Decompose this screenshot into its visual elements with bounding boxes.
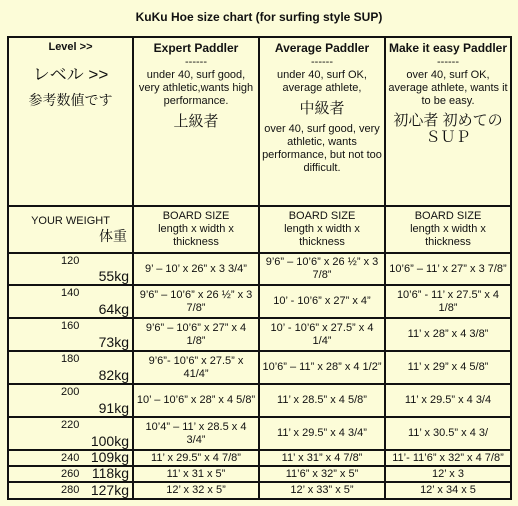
board-size-cell: 11’ x 30.5” x 4 3/ (385, 417, 511, 450)
level-label-cell (8, 37, 133, 206)
board-size-cell: 9’6” – 10’6” x 26 ½” x 3 7/8” (259, 253, 385, 285)
level-average-cell (259, 37, 385, 206)
dims-header: length x width x thickness (158, 223, 234, 248)
level-jp: 初心者 初めてのＳＵＰ (393, 112, 503, 146)
level-name: Average Paddler (274, 41, 370, 55)
dims-header: length x width x thickness (284, 223, 360, 248)
table-row (8, 351, 511, 384)
table-row (8, 482, 511, 499)
board-size-cell: 11’ x 28.5” x 4 5/8” (259, 384, 385, 417)
weight-lb: 220 (61, 419, 80, 431)
weight-cell (8, 450, 133, 466)
weight-kg: 91kg (98, 400, 129, 416)
board-size-cell: 11’ x 29.5” x 4 3/4 (385, 384, 511, 417)
weight-lb: 140 (61, 287, 80, 299)
board-size-cell: 11’ x 28” x 4 3/8” (385, 318, 511, 351)
weight-cell (8, 466, 133, 482)
level-separator: ------ (185, 56, 207, 68)
board-size-cell: 12’ x 3 (385, 466, 511, 482)
level-separator: ------ (311, 56, 333, 68)
board-size-cell: 12’ x 32 x 5” (133, 482, 259, 499)
board-size-header: BOARD SIZE (162, 210, 230, 222)
level-name: Expert Paddler (153, 41, 239, 55)
board-size-header-cell (259, 206, 385, 253)
table-row (8, 450, 511, 466)
table-row (8, 318, 511, 351)
weight-header-jp: 体重 (99, 228, 127, 244)
board-size-cell: 10’ – 10’6” x 28” x 4 5/8” (133, 384, 259, 417)
chart-title: KuKu Hoe size chart (for surfing style SUP) (135, 10, 383, 24)
level-description: under 40, surf OK, average athlete, (277, 69, 367, 94)
board-size-cell: 11’ x 31 x 5” (133, 466, 259, 482)
weight-cell (8, 384, 133, 417)
table-row (8, 417, 511, 450)
weight-cell (8, 253, 133, 285)
board-size-header: BOARD SIZE (414, 210, 482, 222)
level-separator: ------ (437, 56, 459, 68)
board-size-cell: 9’6” – 10’6” x 26 ½” x 3 7/8” (133, 285, 259, 318)
weight-kg: 64kg (98, 301, 129, 317)
board-size-cell: 9’6”- 10’6” x 27.5” x 41/4” (133, 351, 259, 384)
level-name: Make it easy Paddler (388, 41, 508, 55)
board-size-cell: 12’ x 34 x 5 (385, 482, 511, 499)
level-jp: 上級者 (173, 113, 219, 130)
weight-header-cell (8, 206, 133, 253)
board-size-cell: 11’ x 29.5” x 4 7/8” (133, 450, 259, 466)
board-size-cell: 11’6” x 32” x 5” (259, 466, 385, 482)
level-label-jp: レベル >> (32, 65, 109, 84)
weight-lb: 280 (61, 484, 80, 496)
level-description-extra: over 40, surf good, very athletic, wants performance, but not too difficult. (262, 123, 382, 174)
board-size-cell: 9’ – 10’ x 26” x 3 3/4” (133, 253, 259, 285)
level-description: over 40, surf OK, average athlete, wants it to be easy. (388, 69, 508, 107)
weight-lb: 260 (61, 468, 80, 480)
board-size-header: BOARD SIZE (288, 210, 356, 222)
board-size-cell: 11’ x 31” x 4 7/8” (259, 450, 385, 466)
table-row (8, 253, 511, 285)
board-size-cell: 10’ - 10’6” x 27.5” x 4 1/4” (259, 318, 385, 351)
size-rows (8, 253, 511, 499)
weight-lb: 160 (61, 320, 80, 332)
weight-cell (8, 417, 133, 450)
dims-header: length x width x thickness (410, 223, 486, 248)
weight-cell (8, 285, 133, 318)
board-size-cell: 10’6” – 11’ x 27” x 3 7/8” (385, 253, 511, 285)
table-row (8, 285, 511, 318)
level-header-row (8, 37, 511, 206)
column-header-row (8, 206, 511, 253)
board-size-header-cell (385, 206, 511, 253)
level-easy-cell (385, 37, 511, 206)
weight-lb: 240 (61, 452, 80, 464)
weight-header: YOUR WEIGHT (31, 215, 110, 227)
board-size-cell: 12’ x 33” x 5” (259, 482, 385, 499)
weight-cell (8, 351, 133, 384)
board-size-cell: 10’ - 10’6” x 27” x 4” (259, 285, 385, 318)
level-note-jp: 参考数値です (28, 92, 113, 108)
weight-lb: 200 (61, 386, 80, 398)
weight-kg: 100kg (90, 433, 129, 449)
board-size-header-cell (133, 206, 259, 253)
level-description: under 40, surf good, very athletic,wants high performance. (138, 69, 254, 107)
size-chart-table (7, 36, 512, 500)
weight-kg: 109kg (90, 450, 129, 465)
level-expert-cell (133, 37, 259, 206)
weight-kg: 82kg (98, 367, 129, 383)
board-size-cell: 9’6” – 10’6” x 27” x 4 1/8” (133, 318, 259, 351)
board-size-cell: 11’- 11’6” x 32” x 4 7/8” (385, 450, 511, 466)
table-row (8, 466, 511, 482)
board-size-cell: 11’ x 29” x 4 5/8” (385, 351, 511, 384)
weight-kg: 55kg (98, 268, 129, 284)
weight-kg: 73kg (98, 334, 129, 350)
weight-kg: 118kg (91, 466, 129, 481)
level-label: Level >> (48, 41, 93, 53)
board-size-cell: 10’6” – 11” x 28” x 4 1/2” (259, 351, 385, 384)
weight-kg: 127kg (90, 482, 129, 498)
weight-lb: 180 (61, 353, 80, 365)
level-jp: 中級者 (299, 100, 345, 117)
weight-lb: 120 (61, 255, 80, 267)
weight-cell (8, 482, 133, 499)
board-size-cell: 10’4” – 11’ x 28.5 x 4 3/4” (133, 417, 259, 450)
table-row (8, 384, 511, 417)
board-size-cell: 10’6” - 11’ x 27.5” x 4 1/8” (385, 285, 511, 318)
board-size-cell: 11’ x 29.5” x 4 3/4” (259, 417, 385, 450)
weight-cell (8, 318, 133, 351)
